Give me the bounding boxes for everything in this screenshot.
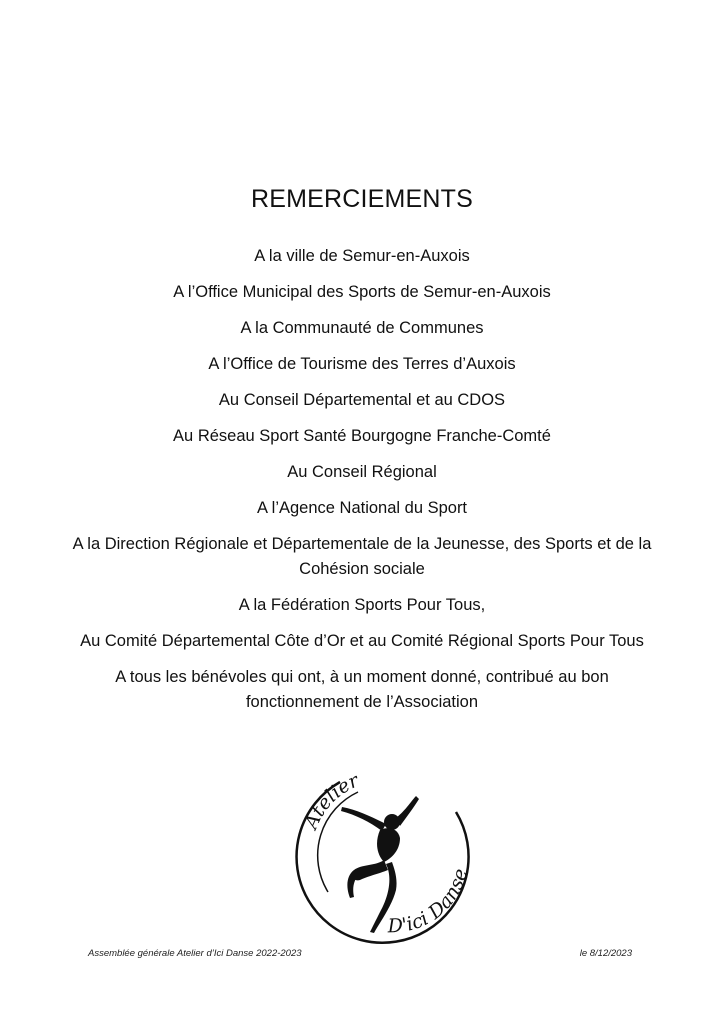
dancer-icon: [341, 796, 419, 933]
thanks-item: A la Direction Régionale et Départementale de la Jeunesse, des Sports et de la Cohésion sociale: [72, 535, 652, 578]
thanks-item: Au Réseau Sport Santé Bourgogne Franche-Comté: [173, 427, 551, 445]
thanks-item: A tous les bénévoles qui ont, à un moment donné, contribué au bon fonctionnement de l’Association: [115, 668, 609, 711]
thanks-item: A la Communauté de Communes: [240, 319, 484, 337]
thanks-item: A l’Office Municipal des Sports de Semur-en-Auxois: [173, 283, 551, 301]
thanks-item: A l’Office de Tourisme des Terres d’Auxois: [208, 355, 516, 373]
thanks-item: Au Conseil Régional: [287, 463, 437, 481]
association-logo: [288, 752, 478, 952]
logo-top-text: Atelier: [300, 769, 362, 832]
thanks-list: [70, 244, 654, 726]
page-title: REMERCIEMENTS: [250, 184, 474, 213]
logo-bottom-text: D'ici Danse: [387, 866, 473, 938]
thanks-item: A l’Agence National du Sport: [256, 499, 468, 517]
footer-date: le 8/12/2023: [579, 948, 632, 959]
thanks-item: A la Fédération Sports Pour Tous,: [238, 596, 486, 614]
thanks-item: A la ville de Semur-en-Auxois: [254, 247, 470, 265]
thanks-item: Au Comité Départemental Côte d’Or et au Comité Régional Sports Pour Tous: [80, 632, 644, 650]
thanks-item: Au Conseil Départemental et au CDOS: [218, 391, 506, 409]
footer-left: Assemblée générale Atelier d’Ici Danse 2022-2023: [88, 948, 302, 959]
